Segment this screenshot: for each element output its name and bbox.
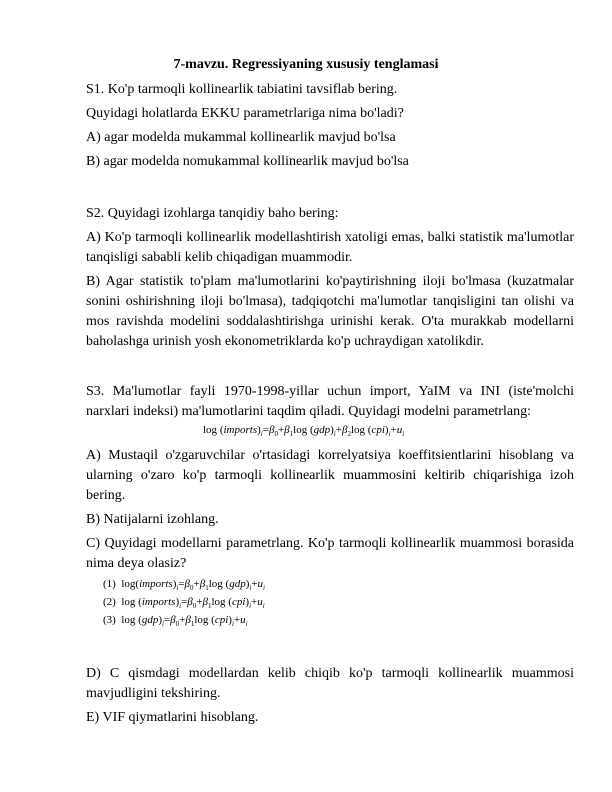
s3-part-e: E) VIF qiymatlarini hisoblang. (86, 710, 259, 725)
model-3: (3) $\log (gdp)_i=\beta_0+\beta_1\log$ $(cpi)_i+u_i$ (103, 614, 248, 628)
main-equation: $\log (imports)_i=\beta_0+\beta_1\log$ $(gdp)_i+\beta_2\log$ $(cpi)_i+u_i$ (203, 424, 405, 438)
s2-heading: S2. Quyidagi izohlarga tanqidiy baho bering: (86, 206, 339, 221)
s2-statement-a: A) Ko'p tarmoqli kollinearlik modellashtirish xatoligi emas, balki statistik ma'lumotlar tanqisligi sababli kelib chiqadigan muammodir. (86, 230, 574, 265)
s3-intro: S3. Ma'lumotlar fayli 1970-1998-yillar uchun import, YaIM va INI (iste'molchi narxlari indeksi) ma'lumotlarini taqdim qiladi. Quyidagi modelni parametrlang: (86, 384, 574, 419)
s1-question: Quyidagi holatlarda EKKU parametrlariga nima bo'ladi? (86, 106, 404, 121)
s3-part-b: B) Natijalarni izohlang. (86, 512, 219, 527)
s1-option-a: A) agar modelda mukammal kollinearlik mavjud bo'lsa (86, 130, 396, 145)
s1-heading: S1. Ko'p tarmoqli kollinearlik tabiatini tavsiflab bering. (86, 82, 398, 97)
page-title: 7-mavzu. Regressiyaning xususiy tenglamasi (173, 57, 439, 72)
s2-statement-b: B) Agar statistik to'plam ma'lumotlarini ko'paytirishning iloji bo'lmasa (kuzatmalar sonini oshirishning iloji bo'lmasa), tadqiqotchi ma'lumotlar tanqisligini tan olishi va mos ravishda modelini soddalashtirishga urinishi kerak. O'ta murakkab modellarni baholashga urinish yosh ekonometriklarda ko'p uchraydigan xatolikdir. (86, 274, 574, 349)
s3-part-c: C) Quyidagi modellarni parametrlang. Ko'p tarmoqli kollinearlik muammosi borasida nima deya olasiz? (86, 536, 574, 571)
s1-option-b: B) agar modelda nomukammal kollinearlik mavjud bo'lsa (86, 154, 409, 169)
model-2: (2) $\log (imports)_i=\beta_0+\beta_1\log$ $(cpi)_i+u_i$ (103, 596, 265, 610)
s3-part-a: A) Mustaqil o'zgaruvchilar o'rtasidagi korrelyatsiya koeffitsientlarini hisoblang va ularning o'zaro ko'p tarmoqli kollinearlik muammosini keltirib chiqarishiga izoh bering. (86, 448, 574, 503)
s3-part-d: D) C qismdagi modellardan kelib chiqib ko'p tarmoqli kollinearlik muammosi mavjudligini tekshiring. (86, 666, 574, 701)
model-1: (1) $\log(imports)_i=\beta_0+\beta_1\log$ $(gdp)_i+u_i$ (103, 578, 265, 592)
